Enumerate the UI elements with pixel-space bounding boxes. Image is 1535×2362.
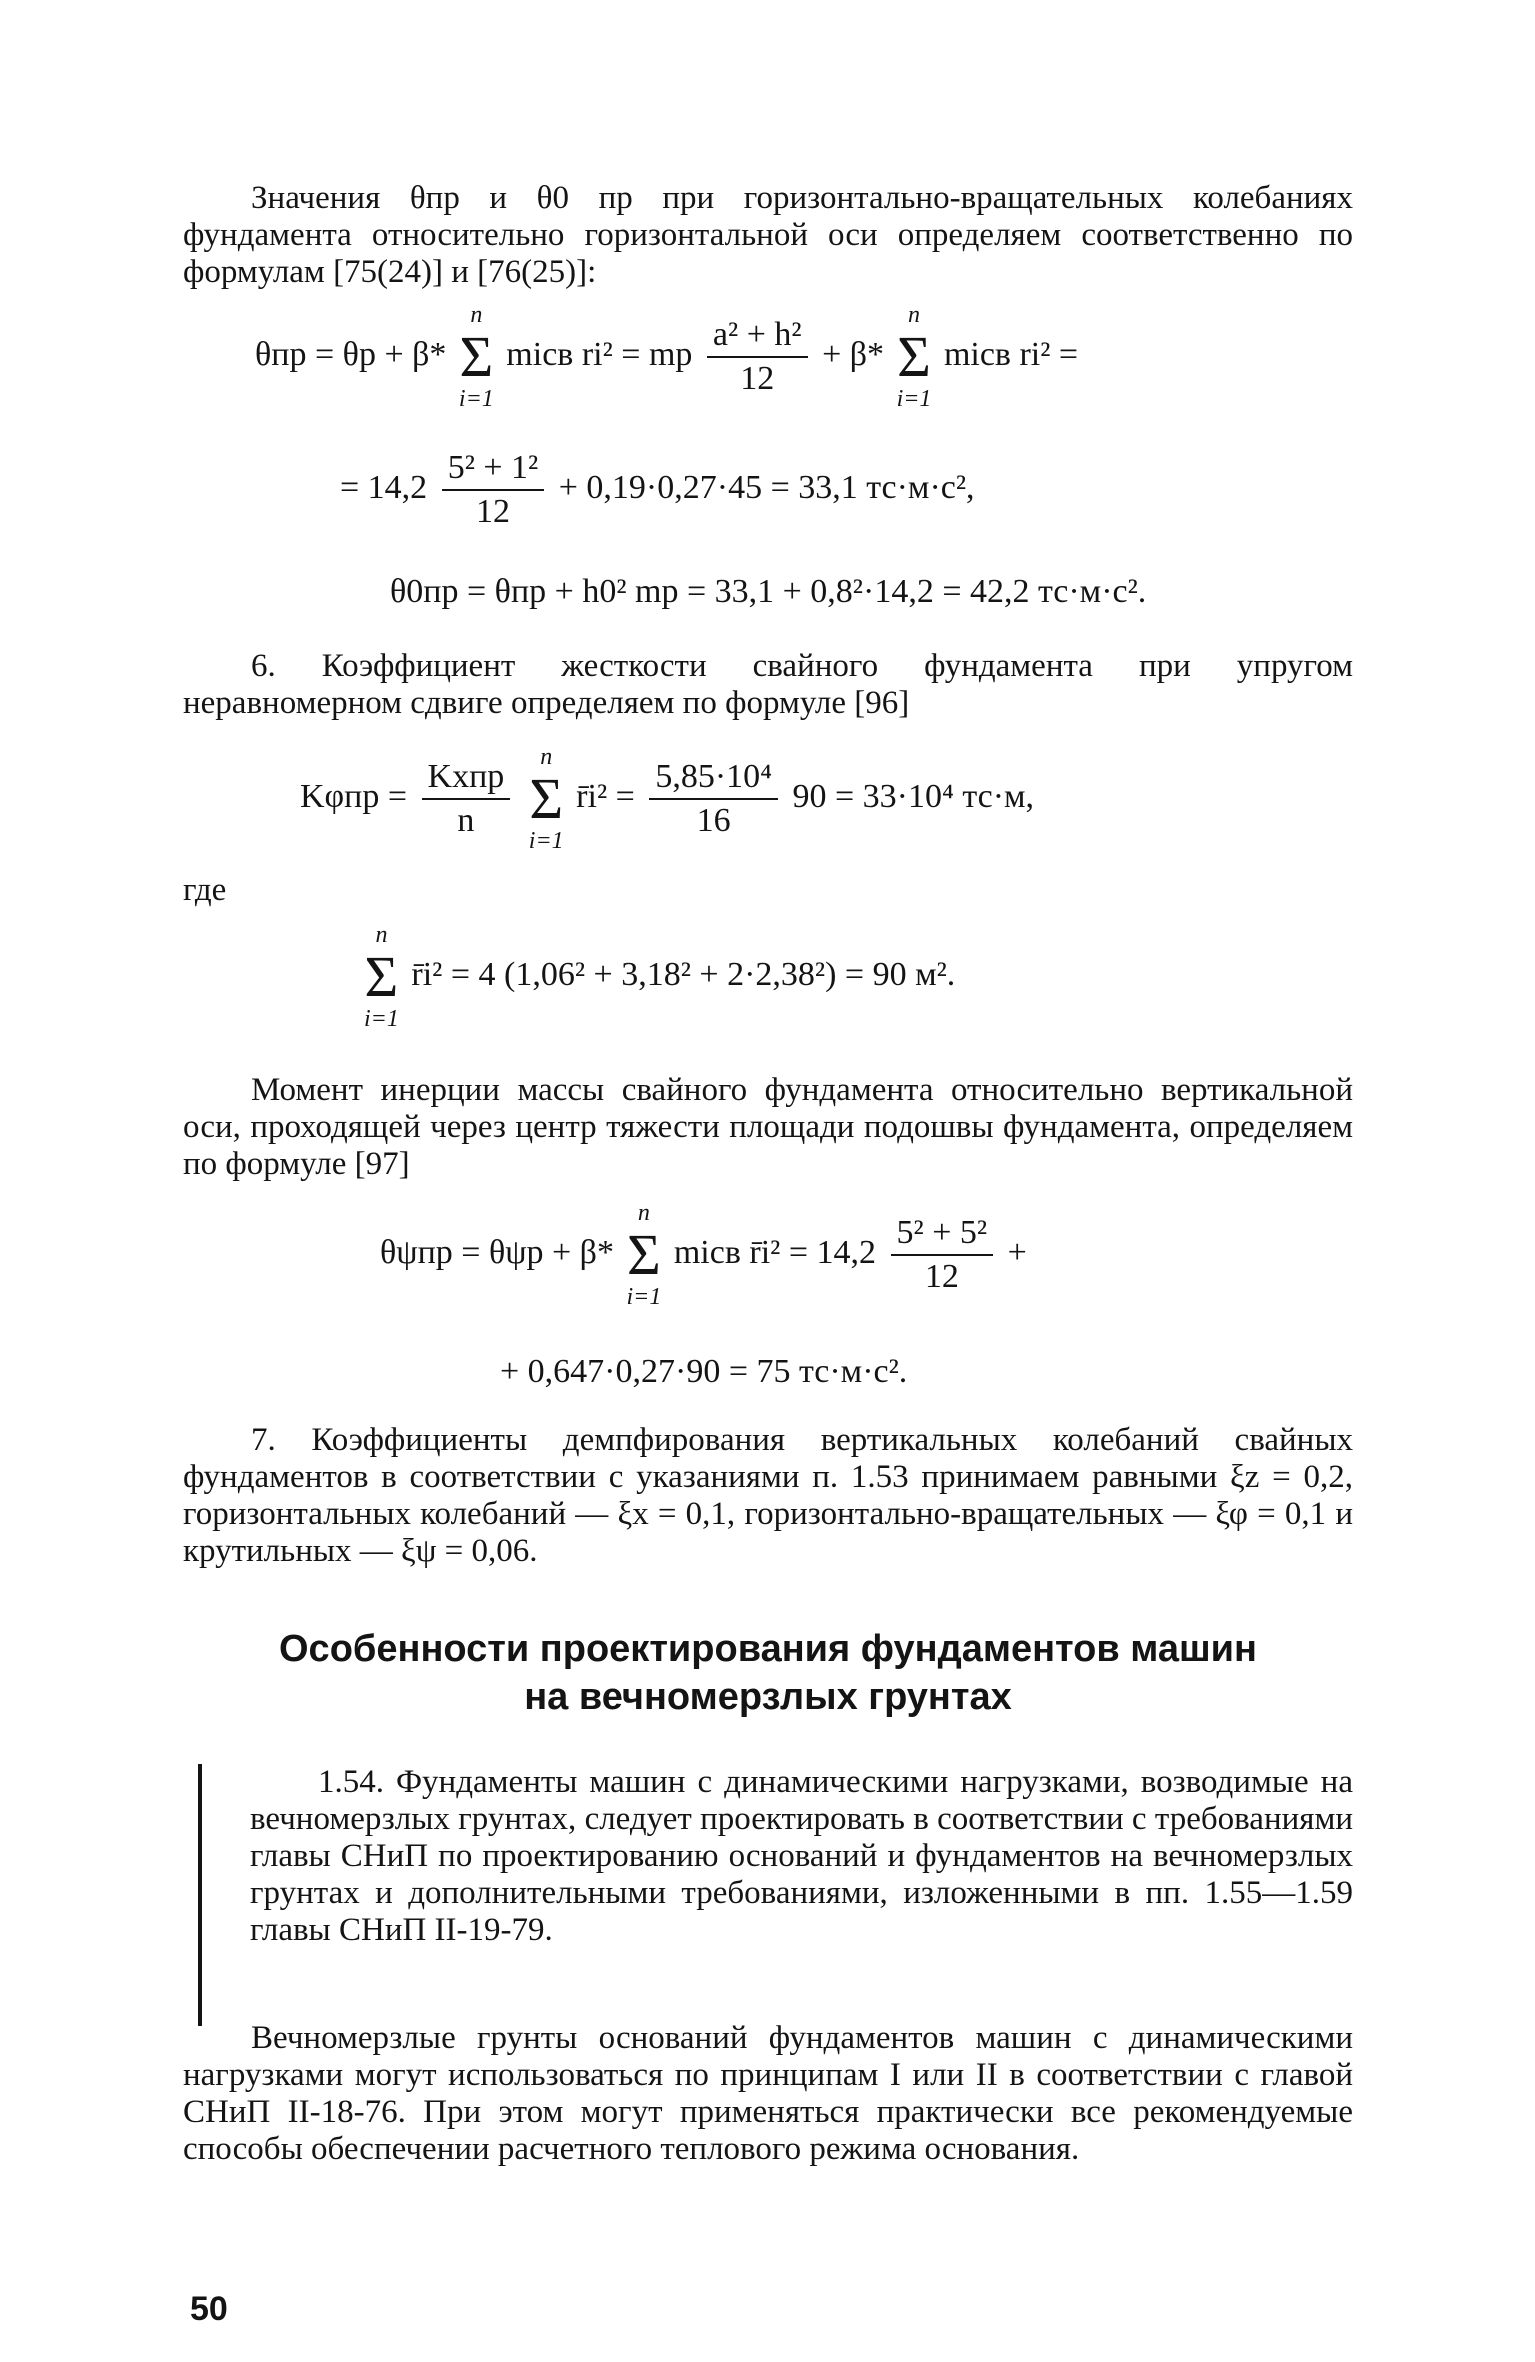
eq1-sum2	[897, 300, 932, 414]
eq6-lhs: θψпр = θψр + β*	[380, 1233, 614, 1271]
where-label: где	[183, 872, 227, 908]
sum-lower-limit: i=1	[364, 1006, 399, 1032]
sigma-symbol: Σ	[529, 766, 564, 831]
sum-lower-limit: i=1	[528, 828, 564, 854]
section-heading-line1: Особенности проектирования фундаментов машин	[279, 1628, 1257, 1670]
sigma-symbol: Σ	[459, 324, 494, 389]
sum-lower-limit: i=1	[458, 386, 494, 412]
eq5-body: r̄i² = 4 (1,06² + 3,18² + 2·2,38²) = 90 м².	[411, 955, 956, 993]
equation-sum-r-squared	[360, 920, 955, 1034]
fraction-denominator: 12	[740, 360, 775, 397]
eq1-fraction	[707, 317, 808, 397]
fraction-denominator: 12	[924, 1258, 959, 1295]
fraction-denominator: 16	[696, 802, 731, 839]
eq1-plus: + β*	[822, 335, 885, 373]
eq5-sum	[364, 920, 399, 1034]
eq2-lead: = 14,2	[340, 468, 428, 506]
eq4-fraction2	[649, 759, 778, 839]
sum-upper-limit: n	[540, 744, 553, 770]
eq4-term: r̄i² =	[576, 777, 635, 815]
sigma-symbol: Σ	[364, 944, 399, 1009]
eq2-tail: + 0,19·0,27·45 = 33,1 тс·м·с²,	[558, 468, 975, 506]
eq6-sum	[626, 1198, 661, 1312]
sum-upper-limit: n	[908, 302, 920, 328]
sum-lower-limit: i=1	[626, 1284, 662, 1310]
eq6-fraction	[891, 1215, 994, 1295]
paragraph-7: 7. Коэффициенты демпфирования вертикальных колебаний свайных фундаментов в соответствии с указаниями п. 1.53 принимаем равными ξz = 0,2, горизонтальных колебаний — ξx = 0,1, горизонтально-вращательных — ξφ = 0,1 и крутильных — ξψ = 0,06.	[183, 1422, 1353, 1569]
sum-upper-limit: n	[637, 1200, 650, 1226]
equation-theta-psi-pr	[380, 1198, 1027, 1312]
sum-upper-limit: n	[470, 302, 483, 328]
sum-lower-limit: i=1	[896, 386, 932, 412]
fraction-numerator: Kхпр	[422, 759, 511, 800]
eq1-lhs: θпр = θр + β*	[255, 335, 447, 373]
section-heading-line2: на вечномерзлых грунтах	[524, 1676, 1012, 1718]
equation-theta-0pr: θ0пр = θпр + h0² mр = 33,1 + 0,8²·14,2 = 42,2 тс·м·с².	[390, 573, 1147, 610]
change-marker-bar	[198, 1764, 202, 2026]
closing-paragraph: Вечномерзлые грунты оснований фундаментов машин с динамическими нагрузками могут использоваться по принципам I или II в соответствии с главой СНиП II-18-76. При этом могут применяться практически все рекомендуемые способы обеспечении расчетного теплового режима основания.	[183, 2020, 1353, 2167]
intro-paragraph: Значения θпр и θ0 пр при горизонтально-вращательных колебаниях фундамента относительно горизонтальной оси определяем соответственно по формулам [75(24)] и [76(25)]:	[183, 180, 1353, 290]
fraction-numerator: 5² + 5²	[891, 1215, 994, 1256]
moment-paragraph: Момент инерции массы свайного фундамента относительно вертикальной оси, проходящей через центр тяжести площади подошвы фундамента, определяем по формуле [97]	[183, 1072, 1353, 1182]
equation-theta-psi-pr-value: + 0,647·0,27·90 = 75 тс·м·с².	[500, 1353, 908, 1390]
eq6-term: miсв r̄i² = 14,2	[673, 1233, 877, 1271]
eq4-sum	[529, 742, 564, 856]
fraction-denominator: 12	[475, 493, 510, 530]
paragraph-1-54: 1.54. Фундаменты машин с динамическими нагрузками, возводимые на вечномерзлых грунтах, следует проектировать в соответствии с требованиями главы СНиП по проектированию оснований и фундаментов на вечномерзлых грунтах и дополнительными требованиями, изложенными в пп. 1.55—1.59 главы СНиП II-19-79.	[250, 1764, 1353, 1948]
eq1-sum1	[459, 300, 494, 414]
equation-theta-pr-value	[340, 450, 975, 530]
eq1-term1: miсв ri² = mр	[506, 335, 693, 373]
fraction-numerator: 5,85·10⁴	[649, 759, 778, 800]
eq1-term2: miсв ri² =	[943, 335, 1079, 373]
page-number: 50	[190, 2290, 228, 2328]
sigma-symbol: Σ	[897, 324, 931, 389]
paragraph-6: 6. Коэффициент жесткости свайного фундамента при упругом неравномерном сдвиге определяем по формуле [96]	[183, 648, 1353, 721]
sigma-symbol: Σ	[627, 1222, 661, 1287]
eq4-lhs: Kφпр =	[300, 777, 408, 815]
fraction-numerator: a² + h²	[707, 317, 808, 358]
equation-k-phi-pr	[300, 742, 1034, 856]
sum-upper-limit: n	[375, 922, 388, 948]
eq2-fraction	[442, 450, 545, 530]
eq6-tail: +	[1007, 1233, 1027, 1271]
fraction-denominator: n	[457, 802, 475, 839]
fraction-numerator: 5² + 1²	[442, 450, 545, 491]
eq4-fraction1	[422, 759, 511, 839]
equation-theta-pr	[255, 300, 1078, 414]
eq4-tail: 90 = 33·10⁴ тс·м,	[792, 777, 1035, 815]
